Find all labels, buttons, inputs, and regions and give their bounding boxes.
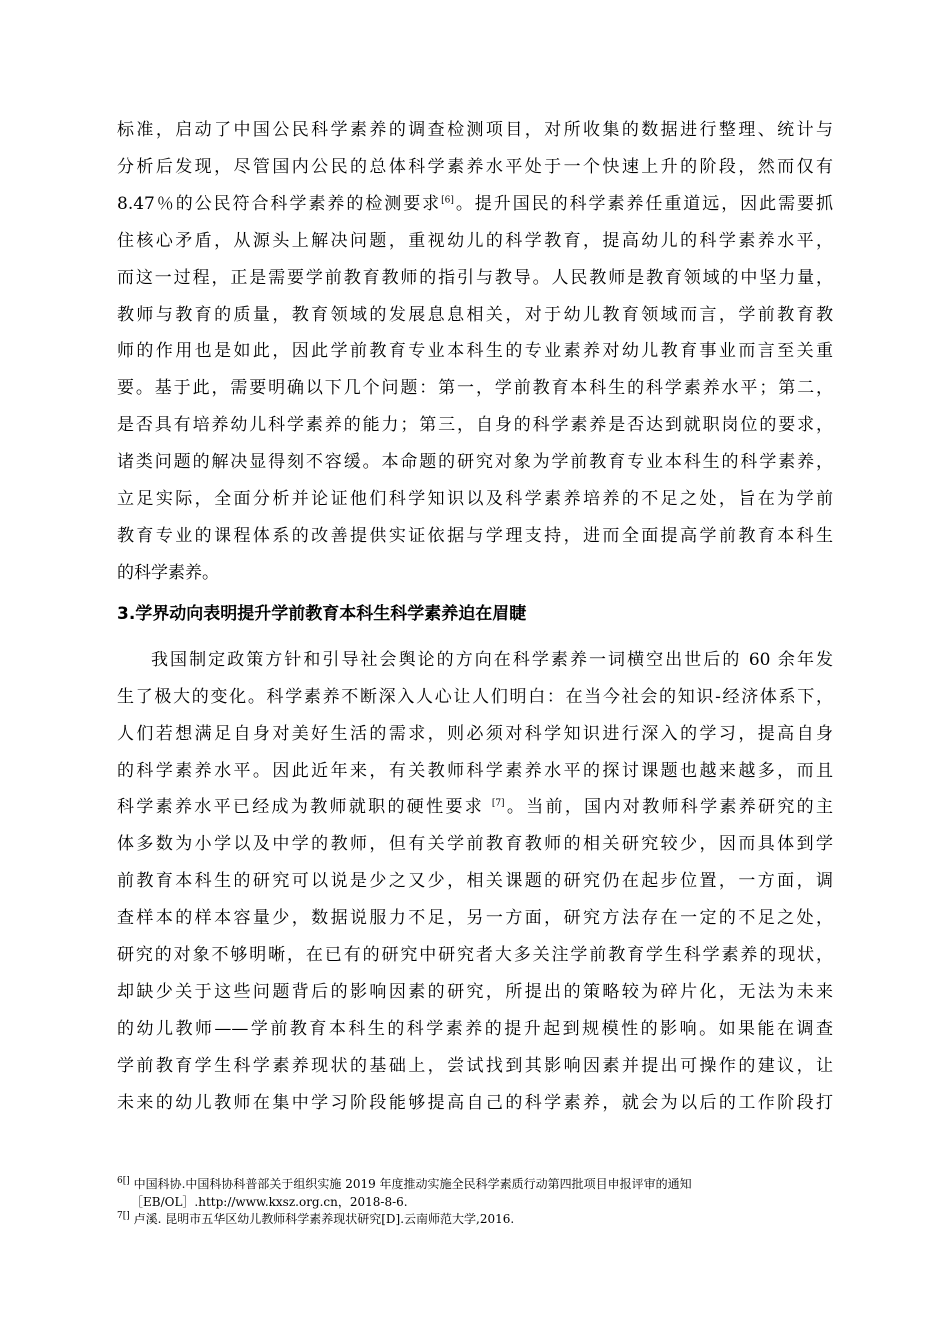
footnote-text: 卢溪. 昆明市五华区幼儿教师科学素养现状研究[D].云南师范大学,2016. [133, 1212, 515, 1226]
text-line: 分析后发现，尽管国内公民的总体科学素养水平处于一个快速上升的阶段，然而仅有 [117, 156, 833, 177]
footnote-6-continued: ［EB/OL］.http://www.kxsz.org.cn，2018-8-6. [131, 1194, 408, 1209]
text-line: 而这一过程，正是需要学前教育教师的指引与教导。人民教师是教育领域的中坚力量， [117, 267, 833, 288]
text-line: 师的作用也是如此，因此学前教育专业本科生的专业素养对幼儿教育事业而言至关重 [117, 341, 833, 362]
footnotes [117, 1176, 833, 1229]
paragraph-1 [117, 112, 833, 592]
section-heading: 3.学界动向表明提升学前教育本科生科学素养迫在眉睫 [117, 603, 527, 624]
text-line: 却缺少关于这些问题背后的影响因素的研究，所提出的策略较为碎片化，无法为未来 [117, 981, 833, 1002]
text-line: 人们若想满足自身对美好生活的需求，则必须对科学知识进行深入的学习，提高自身 [117, 723, 833, 744]
text-line: 是否具有培养幼儿科学素养的能力；第三，自身的科学素养是否达到就职岗位的要求， [117, 415, 833, 436]
text-line: 住核心矛盾，从源头上解决问题，重视幼儿的科学教育，提高幼儿的科学素养水平， [117, 230, 833, 251]
text-line: 标准，启动了中国公民科学素养的调查检测项目，对所收集的数据进行整理、统计与 [117, 120, 833, 140]
text-line: 前教育本科生的研究可以说是少之又少，相关课题的研究仍在起步位置，一方面，调 [117, 871, 833, 892]
text-line: 未来的幼儿教师在集中学习阶段能够提高自己的科学素养，就会为以后的工作阶段打 [117, 1092, 833, 1113]
text-segment: 科学素养水平已经成为教师就职的硬性要求 [117, 797, 492, 818]
text-line: 学前教育学生科学素养现状的基础上，尝试找到其影响因素并提出可操作的建议，让 [117, 1055, 833, 1076]
text-segment: 8.47％的公民符合科学素养的检测要求 [117, 193, 442, 214]
text-line: 要。基于此，需要明确以下几个问题：第一，学前教育本科生的科学素养水平；第二， [117, 378, 833, 399]
text-line: 我国制定政策方针和引导社会舆论的方向在科学素养一词横空出世后的 60 余年发 [151, 649, 833, 670]
footnote-6 [117, 1176, 833, 1194]
footnote-text: 中国科协.中国科协科普部关于组织实施 2019 年度推动实施全民科学素质行动第四批项目申报评审的通知 [133, 1177, 692, 1191]
text-segment: 。当前，国内对教师科学素养研究的主 [504, 797, 834, 818]
text-segment: 。提升国民的科学素养任重道远，因此需要抓 [453, 193, 833, 214]
paragraph-2 [117, 642, 833, 1122]
text-line: 的科学素养水平。因此近年来，有关教师科学素养水平的探讨课题也越来越多，而且 [117, 760, 833, 781]
text-line: 教育专业的课程体系的改善提供实证依据与学理支持，进而全面提高学前教育本科生 [117, 525, 833, 546]
text-line: 的幼儿教师——学前教育本科生的科学素养的提升起到规模性的影响。如果能在调查 [117, 1018, 833, 1039]
text-line [117, 186, 833, 223]
text-line: 诸类问题的解决显得刻不容缓。本命题的研究对象为学前教育专业本科生的科学素养， [117, 452, 833, 473]
text-line: 立足实际，全面分析并论证他们科学知识以及科学素养培养的不足之处，旨在为学前 [117, 489, 833, 510]
footnote-7 [117, 1211, 833, 1229]
document-body [117, 112, 833, 1122]
text-line: 查样本的样本容量少，数据说服力不足，另一方面，研究方法存在一定的不足之处， [117, 908, 833, 929]
footnote-mark: 6[] [117, 1176, 130, 1186]
text-line [117, 789, 833, 826]
text-line: 教师与教育的质量，教育领域的发展息息相关，对于幼儿教育领域而言，学前教育教 [117, 304, 833, 325]
text-line: 生了极大的变化。科学素养不断深入人心让人们明白：在当今社会的知识-经济体系下， [117, 686, 833, 707]
citation-7: [7] [491, 798, 505, 809]
footnote-mark: 7[] [117, 1211, 130, 1221]
text-line: 研究的对象不够明晰，在已有的研究中研究者大多关注学前教育学生科学素养的现状， [117, 945, 833, 966]
citation-6: [6] [441, 195, 454, 206]
text-line: 体多数为小学以及中学的教师，但有关学前教育教师的相关研究较少，因而具体到学 [117, 834, 833, 855]
text-line: 的科学素养。 [117, 562, 219, 583]
